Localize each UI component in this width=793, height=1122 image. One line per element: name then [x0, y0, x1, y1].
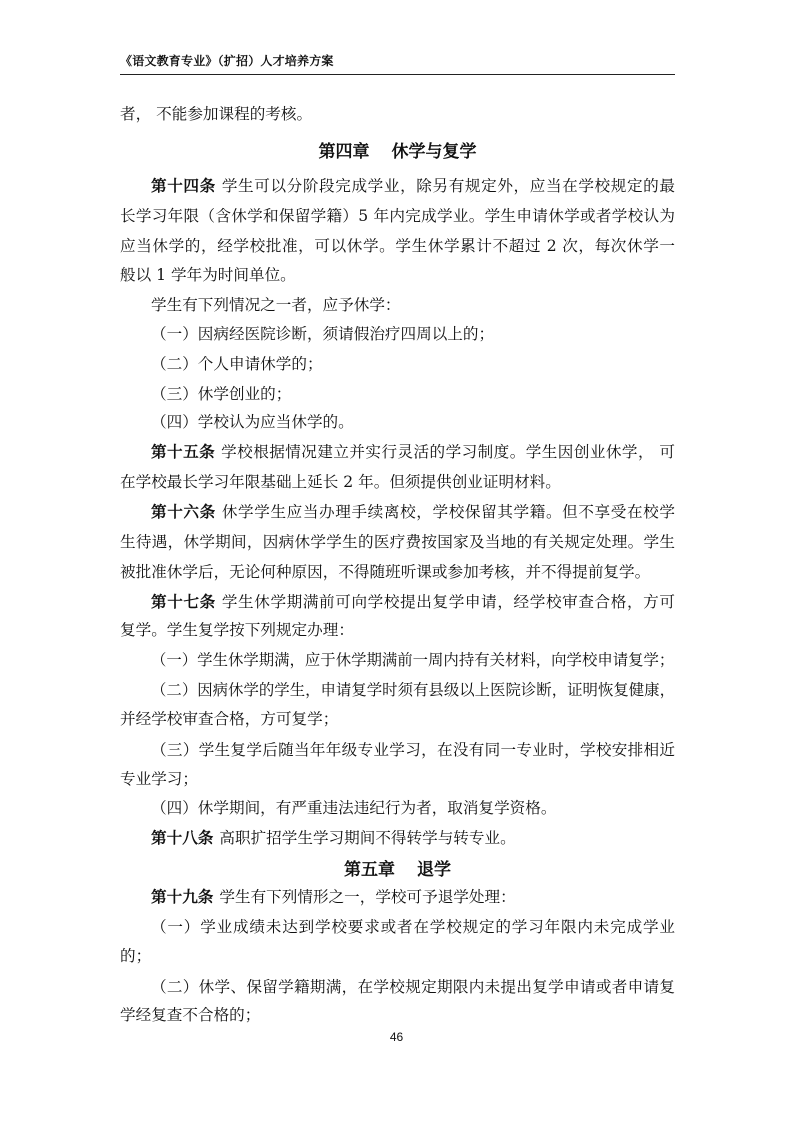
chapter-number: 第五章 [344, 860, 395, 880]
article-14-line [151, 176, 675, 196]
list-item: （四）休学期间，有严重违法违纪行为者，取消复学资格。 [151, 799, 557, 817]
text-line: 并经学校审查合格，方可复学； [120, 710, 339, 728]
list-item: （二）因病休学的学生，申请复学时须有县级以上医院诊断，证明恢复健康， [151, 681, 675, 699]
list-item: （三）学生复学后随当年年级专业学习，在没有同一专业时，学校安排相近 [151, 741, 675, 759]
article-15-line [151, 442, 675, 462]
text-line: 学生休学期满前可向学校提出复学申请，经学校审查合格，方可 [221, 593, 675, 611]
text-line: 般以 1 学年为时间单位。 [120, 266, 296, 284]
article-16-line [151, 502, 675, 522]
article-17-line [151, 592, 675, 612]
article-18-line [151, 828, 675, 848]
list-item: （二）休学、保留学籍期满，在学校规定期限内未提出复学申请或者申请复 [151, 978, 675, 996]
text-line: 休学学生应当办理手续离校，学校保留其学籍。但不享受在校学 [221, 503, 675, 521]
text-line: 专业学习； [120, 770, 198, 788]
text-line: 的； [120, 947, 152, 965]
chapter-title: 休学与复学 [391, 142, 477, 162]
text-line: 高职扩招学生学习期间不得转学与转专业。 [219, 829, 516, 847]
text-line: 者， 不能参加课程的考核。 [120, 105, 313, 123]
list-item: （一）学生休学期满，应于休学期满前一周内持有关材料，向学校申请复学； [151, 651, 675, 669]
article-label: 第十四条 [151, 177, 216, 195]
chapter-heading-5 [120, 855, 675, 880]
article-label: 第十五条 [151, 443, 216, 461]
list-item: （三）休学创业的； [151, 385, 292, 403]
text-line: 学生有下列情况之一者，应予休学： [151, 296, 401, 314]
article-label: 第十七条 [151, 593, 216, 611]
article-label: 第十八条 [151, 829, 214, 847]
text-line: 长学习年限（含休学和保留学籍）5 年内完成学业。学生申请休学或者学校认为 [120, 207, 675, 225]
text-line: 学校根据情况建立并实行灵活的学习制度。学生因创业休学， 可 [221, 443, 675, 461]
chapter-number: 第四章 [318, 142, 370, 162]
running-header: 《语文教育专业》（扩招）人才培养方案 [120, 54, 334, 68]
text-line: 应当休学的，经学校批准，可以休学。学生休学累计不超过 2 次，每次休学一 [120, 237, 675, 255]
text-line: 生待遇，休学期间，因病休学学生的医疗费按国家及当地的有关规定处理。学生 [120, 533, 675, 551]
list-item: （一）因病经医院诊断，须请假治疗四周以上的； [151, 325, 495, 343]
header-rule [120, 74, 675, 75]
page-number: 46 [389, 1030, 404, 1044]
article-label: 第十六条 [151, 503, 216, 521]
text-line: 学经复查不合格的； [120, 1006, 261, 1024]
list-item: （二）个人申请休学的； [151, 355, 323, 373]
article-19-line [151, 887, 675, 907]
chapter-title: 退学 [417, 860, 451, 880]
text-line: 复学。学生复学按下列规定办理： [120, 621, 354, 639]
chapter-heading-4 [120, 137, 675, 162]
text-line: 学生有下列情形之一，学校可予退学处理： [219, 888, 516, 906]
text-line: 在学校最长学习年限基础上延长 2 年。但须提供创业证明材料。 [120, 473, 561, 491]
list-item: （四）学校认为应当休学的。 [151, 413, 354, 431]
text-line: 学生可以分阶段完成学业，除另有规定外，应当在学校规定的最 [221, 177, 675, 195]
article-label: 第十九条 [151, 888, 214, 906]
text-line: 被批准休学后，无论何种原因，不得随班听课或参加考核，并不得提前复学。 [120, 563, 651, 581]
list-item: （一）学业成绩未达到学校要求或者在学校规定的学习年限内未完成学业 [151, 918, 675, 936]
